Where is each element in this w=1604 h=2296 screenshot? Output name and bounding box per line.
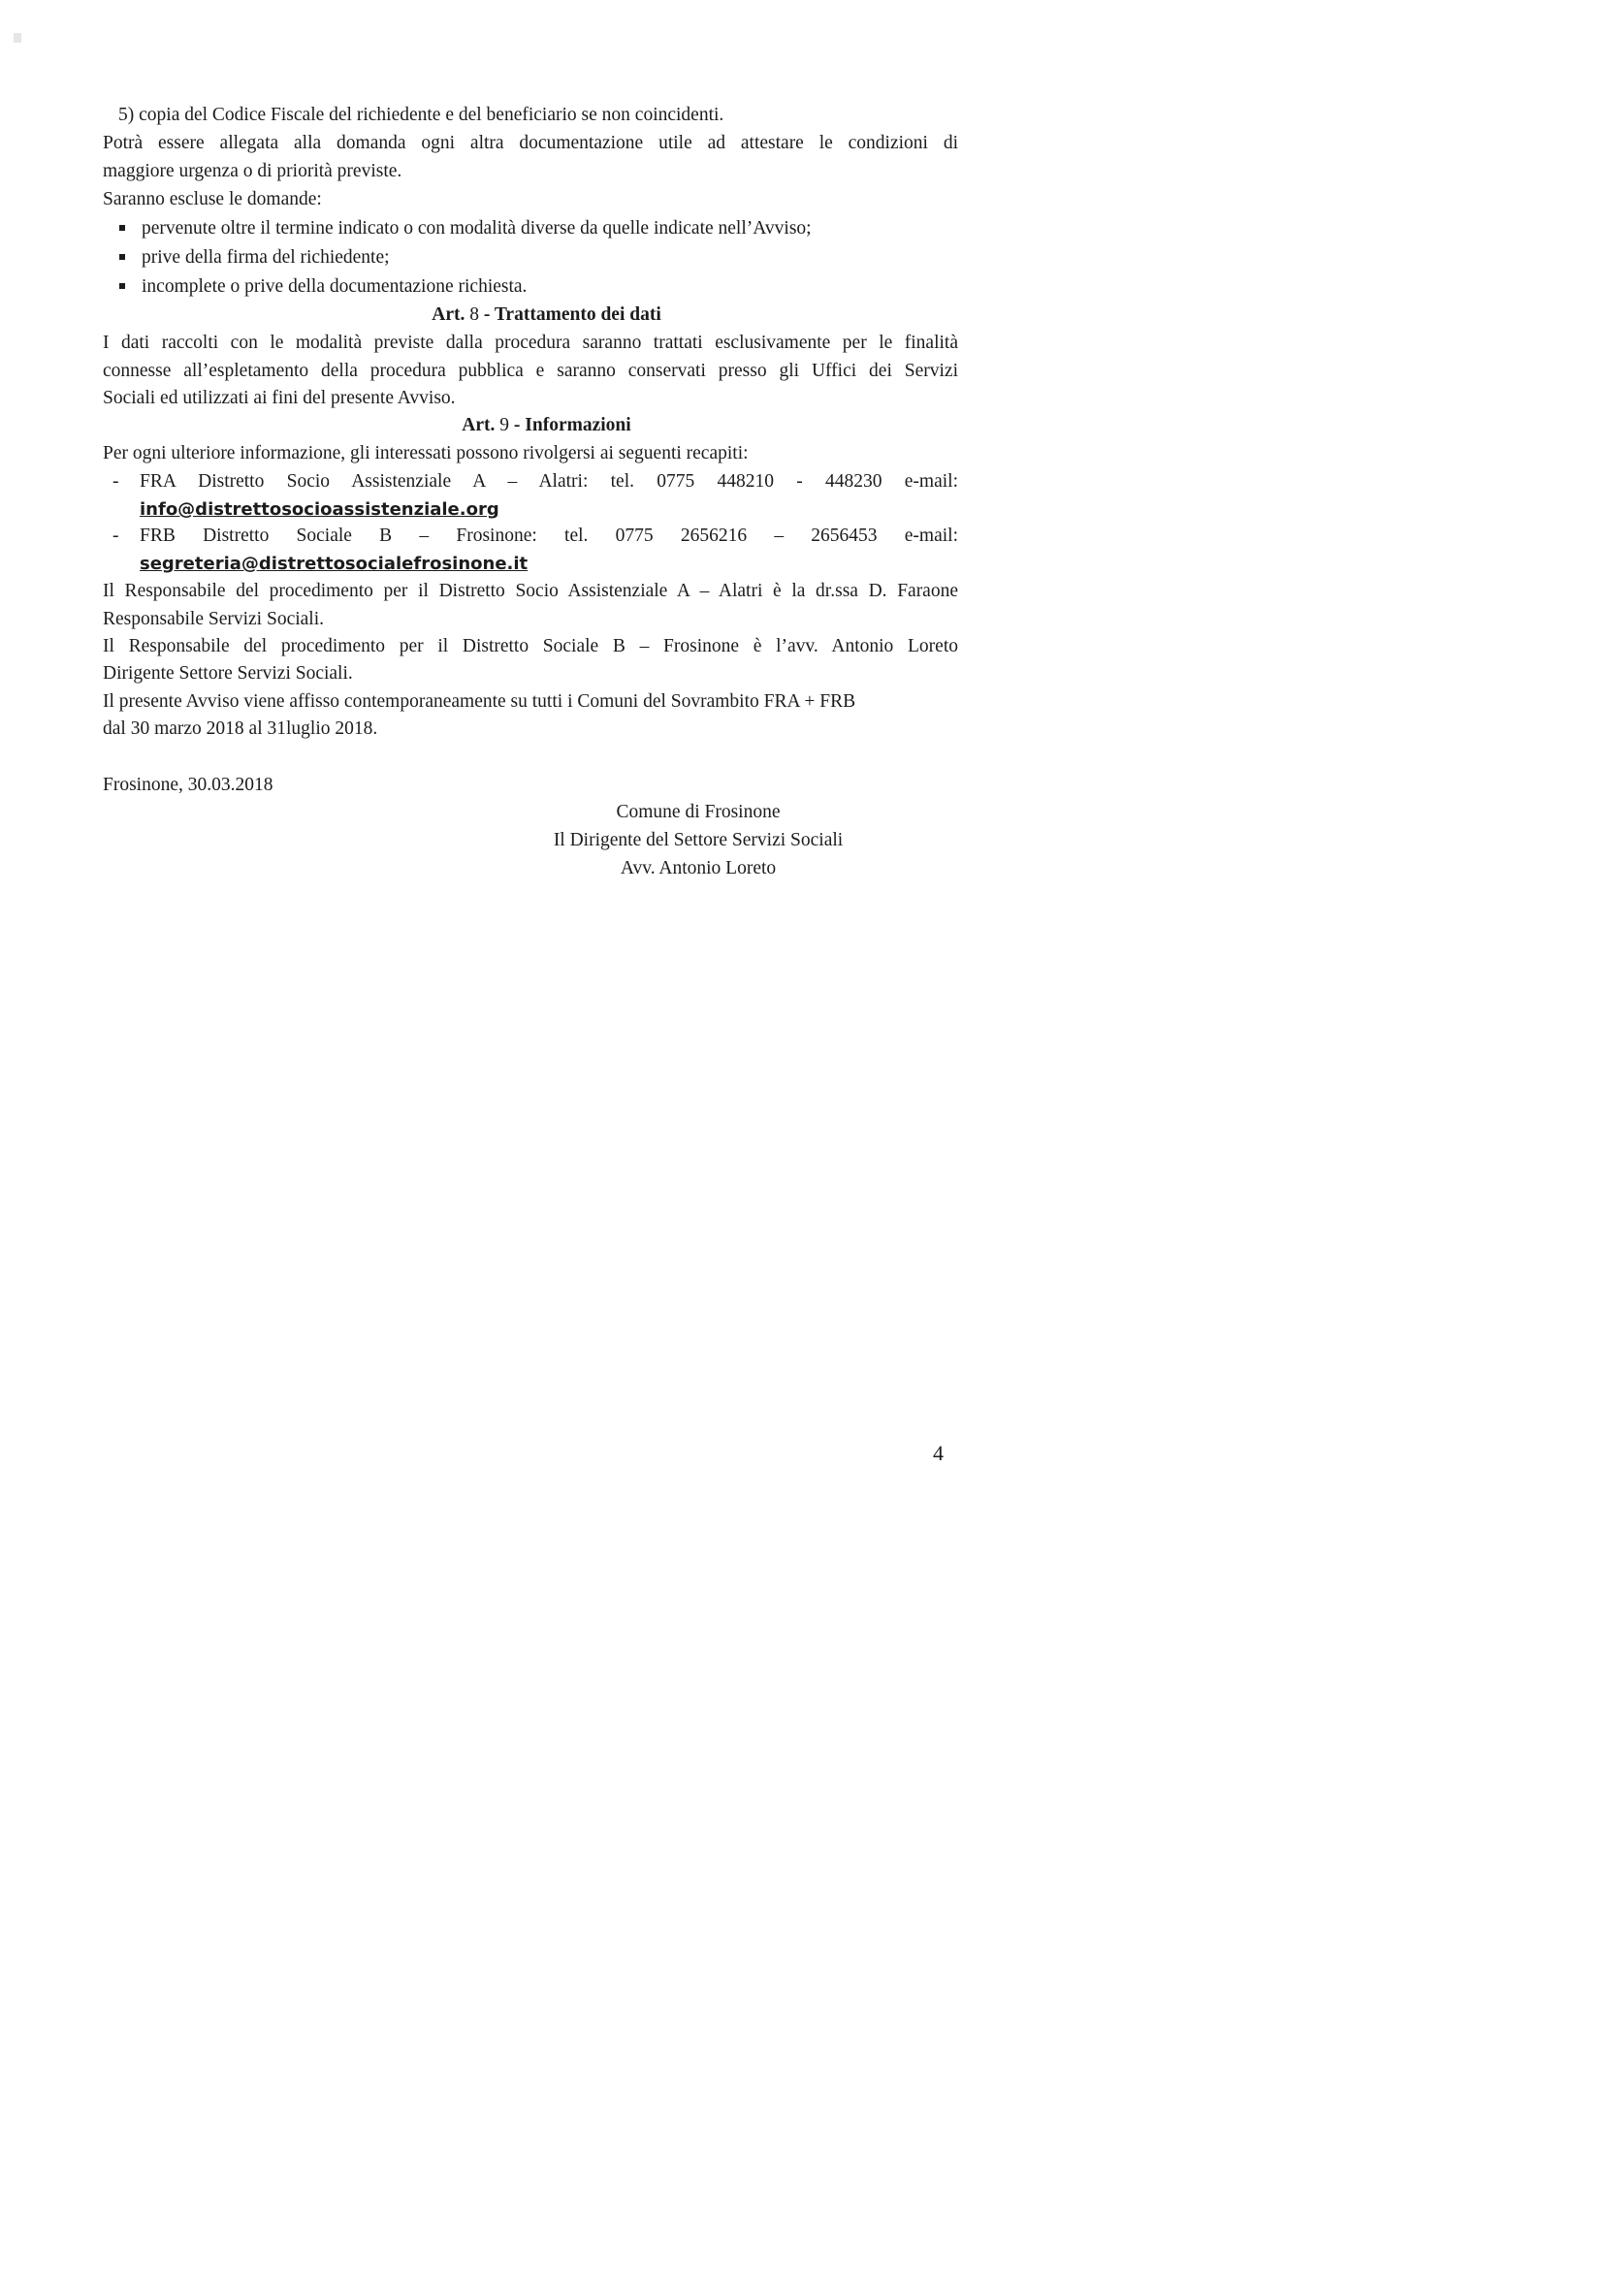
document-page (0, 0, 1067, 1520)
signature-block (504, 798, 892, 882)
article-8-line-1: I dati raccolti con le modalità previste dalla procedura saranno trattati esclusivamente per le finalità (103, 333, 958, 353)
responsible-a-line-2: Responsabile Servizi Sociali. (103, 609, 325, 629)
exclusion-item-text: prive della firma del richiedente; (142, 247, 390, 268)
scan-artifact (14, 33, 21, 43)
square-bullet-icon (119, 283, 125, 289)
attachments-paragraph-line-2: maggiore urgenza o di priorità previste. (103, 161, 402, 181)
responsible-a-line-1: Il Responsabile del procedimento per il Distretto Socio Assistenziale A – Alatri è la dr.ssa D. Faraone (103, 581, 958, 601)
requirement-item-5: 5) copia del Codice Fiscale del richiedente e del beneficiario se non coincidenti. (118, 105, 724, 125)
exclusions-intro: Saranno escluse le domande: (103, 189, 322, 209)
dash-bullet: - (112, 526, 119, 546)
square-bullet-icon (119, 225, 125, 231)
posting-notice-line-1: Il presente Avviso viene affisso contemporaneamente su tutti i Comuni del Sovrambito FRA + FRB (103, 691, 856, 712)
exclusion-item-text: incomplete o prive della documentazione richiesta. (142, 276, 528, 297)
responsible-b-line-1: Il Responsabile del procedimento per il Distretto Sociale B – Frosinone è l’avv. Antonio Loreto (103, 636, 958, 656)
article-prefix: Art. (432, 304, 465, 325)
contact-frb-email-link[interactable]: segreteria@distrettosocialefrosinone.it (140, 554, 529, 574)
article-8-heading (103, 301, 990, 329)
article-9-heading (103, 411, 990, 439)
responsible-b-line-2: Dirigente Settore Servizi Sociali. (103, 663, 353, 684)
contact-fra-details: FRA Distretto Socio Assistenziale A – Alatri: tel. 0775 448210 - 448230 e-mail: (140, 471, 958, 492)
exclusion-item-text: pervenute oltre il termine indicato o con modalità diverse da quelle indicate nell’Avviso; (142, 218, 812, 239)
square-bullet-icon (119, 254, 125, 260)
contact-frb-details: FRB Distretto Sociale B – Frosinone: tel. 0775 2656216 – 2656453 e-mail: (140, 526, 958, 546)
article-number: 8 (469, 304, 479, 325)
attachments-paragraph-line-1: Potrà essere allegata alla domanda ogni altra documentazione utile ad attestare le condizioni di (103, 133, 958, 153)
article-number: 9 (499, 415, 510, 435)
article-prefix: Art. (462, 415, 496, 435)
signature-role: Il Dirigente del Settore Servizi Sociali (553, 830, 844, 850)
place-and-date: Frosinone, 30.03.2018 (103, 775, 273, 795)
page-number: 4 (933, 1441, 944, 1465)
article-title: - Trattamento dei dati (483, 304, 661, 325)
contact-fra-email-link[interactable]: info@distrettosocioassistenziale.org (140, 499, 499, 520)
article-title: - Informazioni (513, 415, 631, 435)
contact-fra (112, 467, 958, 524)
contact-frb (112, 522, 958, 578)
article-8-line-2: connesse all’espletamento della procedura pubblica e saranno conservati presso gli Uffici dei Servizi (103, 361, 958, 381)
article-9-intro: Per ogni ulteriore informazione, gli interessati possono rivolgersi ai seguenti recapiti: (103, 443, 749, 463)
article-8-line-3: Sociali ed utilizzati ai fini del presente Avviso. (103, 388, 456, 408)
signature-municipality: Comune di Frosinone (616, 802, 781, 822)
signature-name: Avv. Antonio Loreto (620, 858, 777, 878)
dash-bullet: - (112, 471, 119, 492)
posting-notice-line-2: dal 30 marzo 2018 al 31luglio 2018. (103, 718, 378, 739)
